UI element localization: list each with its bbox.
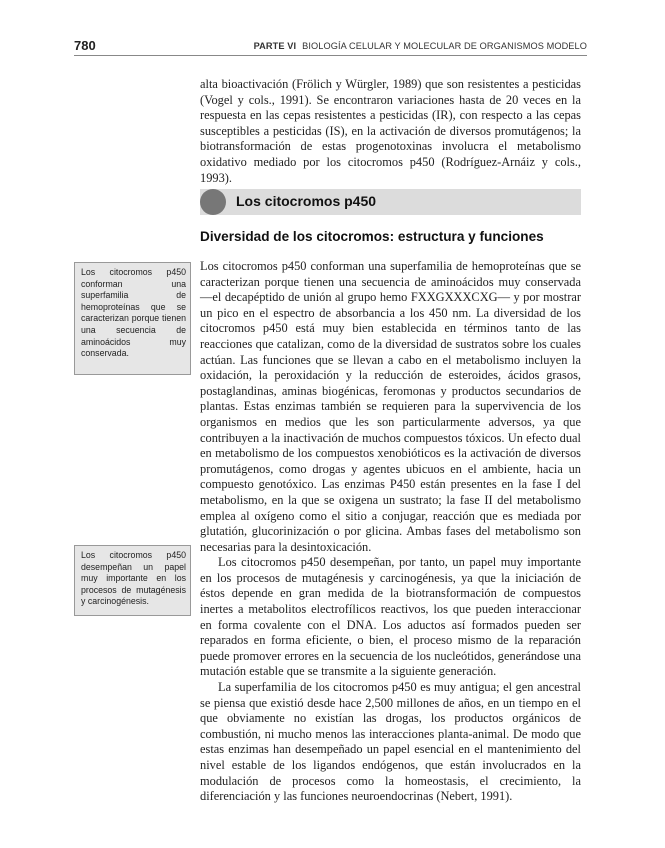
intro-paragraph: alta bioactivación (Frölich y Würgler, 1989) que son resistentes a pesticidas (Vogel y cols., 1991). Se encontraron variaciones hasta de 20 veces en la respuesta en las cepas resistentes a pesticidas (IR), con respecto a las cepas susceptibles a pesticidas (IS), en la activación de diversos promutágenos; la biotransformación de estas progenotoxinas involucra el metabolismo oxidativo mediado por los citocromos p450 (Rodríguez-Arnáiz y cols., 1993). (200, 77, 581, 185)
body-paragraph-3: La superfamilia de los citocromos p450 es muy antigua; el gen ancestral se piensa que existió desde hace 2,500 millones de años, en un tiempo en el que obviamente no existían las drogas, los productos orgánicos de combustión, ni mucho menos las interacciones planta-animal. De modo que estas enzimas han desempeñado un papel esencial en el mantenimiento del nivel estable de los ligandos endógenos, que están involucrados en la modulación de procesos como la homeostasis, el crecimiento, la diferenciación y las funciones neuroendocrinas (Nebert, 1991). (200, 680, 581, 804)
page-number: 780 (74, 38, 96, 53)
section-bullet-icon (200, 189, 226, 215)
margin-note-2: Los citocromos p450 desempeñan un papel muy importante en los procesos de mutagénesis y carcinogénesis. (74, 545, 191, 616)
margin-note-1: Los citocromos p450 conforman una superfamilia de hemoproteínas que se caracterizan porque tienen una secuencia de aminoácidos muy conservada. (74, 262, 191, 375)
section-title: Los citocromos p450 (236, 193, 377, 209)
intro-text (200, 77, 581, 186)
section-heading (200, 189, 581, 215)
header-divider (74, 55, 587, 56)
body-paragraph-2: Los citocromos p450 desempeñan, por tanto, un papel muy importante en los procesos de mutagénesis y carcinogénesis, ya que la iniciación de éstos depende en gran medida de la biotransformación de compuestos inertes a metabolitos electrofílicos reactivos, los que pueden interaccionar en forma covalente con el DNA. Los aductos así formados pueden ser reparados en forma eficiente, o bien, el proceso mismo de la reparación puede promover errores en la secuencia de los nucleótidos, generándose una mutación estable que se transmite a la siguiente generación. (200, 555, 581, 679)
body-text (200, 259, 581, 805)
body-paragraph-1: Los citocromos p450 conforman una superfamilia de hemoproteínas que se caracterizan porque tienen una secuencia de aminoácidos muy conservada —el decapéptido de unión al grupo hemo FXXGXXXCXG— y por mostrar un pico en el espectro de absorbancia a los 450 nm. La diversidad de los citocromos p450 está muy bien establecida en términos tanto de las reacciones que catalizan, como de la diversidad de sustratos sobre los cuales actúan. Las funciones que se llevan a cabo en el metabolismo incluyen la oxidación, la peroxidación y la reducción de esteroides, ácidos grasos, postaglandinas, aminas biogénicas, feromonas y productos secundarios de plantas. Estas enzimas también se requieren para la supervivencia de los organismos en medios que les son particularmente adversos, ya que contribuyen a la inactivación de muchos compuestos tóxicos. Un efecto dual en metabolismo de los compuestos xenobióticos es la activación de diversos promutágenos, como drogas y agentes ubicuos en el ambiente, hacia un compuesto genotóxico. Las enzimas P450 están presentes en la fase I del metabolismo, en la que se oxigena un sustrato; la fase II del metabolismo emplea al oxígeno como el sitio a conjugar, reacción que es mediada por glutatión, glucorinización o por glicina. Ambas fases del metabolismo son necesarias para la desintoxicación. (200, 259, 581, 554)
subsection-title: Diversidad de los citocromos: estructura y funciones (200, 229, 544, 244)
running-header (254, 41, 587, 51)
part-label: PARTE VI (253, 41, 297, 51)
book-section-title: BIOLOGÍA CELULAR Y MOLECULAR DE ORGANISMOS MODELO (302, 41, 587, 51)
